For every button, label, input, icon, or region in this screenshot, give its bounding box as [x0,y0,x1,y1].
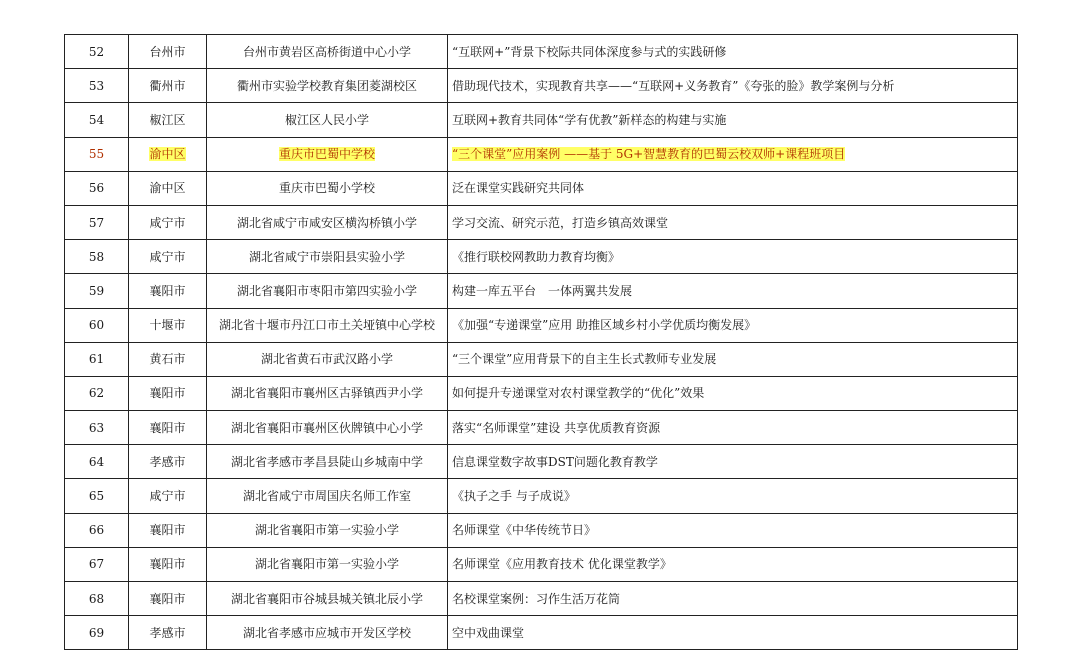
row-number-cell [65,445,129,479]
region-cell [129,376,207,410]
region-cell [129,308,207,342]
case-title-text: 学习交流、研究示范，打造乡镇高效课堂 [452,215,669,230]
school-cell [207,411,448,445]
case-title-cell [448,513,1018,547]
row-number-text: 66 [88,523,105,538]
region-cell [129,547,207,581]
school-text: 湖北省襄阳市襄州区古驿镇西尹小学 [230,386,423,401]
region-cell [129,35,207,69]
row-number-cell [65,103,129,137]
region-cell [129,582,207,616]
region-cell [129,513,207,547]
school-text: 台州市黄岩区高桥街道中心小学 [242,44,411,59]
case-title-text: 信息课堂数字故事DST问题化教育教学 [452,454,658,469]
case-title-text: 构建一库五平台 一体两翼共发展 [452,283,633,298]
school-text: 重庆市巴蜀小学校 [278,181,375,196]
table-row [65,479,1018,513]
school-text: 湖北省十堰市丹江口市土关垭镇中心学校 [218,318,435,333]
row-number-text: 63 [88,420,105,435]
case-title-text: 泛在课堂实践研究共同体 [452,181,585,196]
school-text: 湖北省孝感市应城市开发区学校 [242,625,411,640]
school-text: 椒江区人民小学 [284,112,369,127]
case-title-text: 如何提升专递课堂对农村课堂教学的“优化”效果 [452,386,705,401]
school-text: 湖北省襄阳市谷城县城关镇北辰小学 [230,591,423,606]
school-cell [207,137,448,171]
row-number-cell [65,616,129,650]
region-text: 孝感市 [149,454,186,469]
region-text: 渝中区 [149,181,186,196]
region-text: 襄阳市 [149,523,186,538]
row-number-cell [65,547,129,581]
region-text: 咸宁市 [149,249,186,264]
case-title-text: 《加强“专递课堂”应用 助推区域乡村小学优质均衡发展》 [452,318,757,333]
row-number-cell [65,513,129,547]
region-cell [129,616,207,650]
table-row [65,616,1018,650]
case-title-cell [448,240,1018,274]
region-cell [129,69,207,103]
region-text: 襄阳市 [149,283,186,298]
table-row [65,376,1018,410]
school-text: 湖北省咸宁市崇阳县实验小学 [248,249,405,264]
case-title-cell [448,342,1018,376]
case-title-text: 空中戏曲课堂 [452,625,525,640]
case-title-text: 《执子之手 与子成说》 [452,489,576,504]
case-title-cell [448,547,1018,581]
table-row [65,35,1018,69]
row-number-text: 60 [88,318,105,333]
row-number-cell [65,582,129,616]
row-number-text: 62 [88,386,105,401]
row-number-cell [65,342,129,376]
table-row [65,445,1018,479]
region-text: 黄石市 [149,352,186,367]
school-cell [207,274,448,308]
region-cell [129,171,207,205]
row-number-cell [65,479,129,513]
row-number-text: 56 [88,181,105,196]
row-number-text: 61 [88,352,105,367]
row-number-text: 58 [88,249,105,264]
case-title-cell [448,137,1018,171]
row-number-cell [65,205,129,239]
case-title-cell [448,445,1018,479]
region-cell [129,240,207,274]
row-number-text: 69 [88,625,105,640]
table-row [65,411,1018,445]
school-text: 衢州市实验学校教育集团菱湖校区 [236,78,417,93]
region-text: 衢州市 [149,78,186,93]
school-cell [207,547,448,581]
region-cell [129,445,207,479]
row-number-cell [65,308,129,342]
case-title-cell [448,582,1018,616]
case-title-text: 借助现代技术，实现教育共享——“互联网+义务教育”《夸张的脸》教学案例与分析 [452,78,895,93]
school-text: 湖北省襄阳市第一实验小学 [254,557,399,572]
row-number-cell [65,35,129,69]
case-title-text: 《推行联校网教助力教育均衡》 [452,249,621,264]
school-text: 湖北省咸宁市周国庆名师工作室 [242,489,411,504]
row-number-cell [65,411,129,445]
school-text: 湖北省孝感市孝昌县陡山乡城南中学 [230,454,423,469]
region-text: 襄阳市 [149,420,186,435]
table-row [65,582,1018,616]
case-title-cell [448,616,1018,650]
case-title-cell [448,35,1018,69]
row-number-text: 52 [88,44,105,59]
region-text: 咸宁市 [149,215,186,230]
school-cell [207,479,448,513]
row-number-text: 57 [88,215,105,230]
region-cell [129,274,207,308]
table-row [65,513,1018,547]
case-title-cell [448,479,1018,513]
region-cell [129,205,207,239]
case-title-text: 名师课堂《应用教育技术 优化课堂教学》 [452,557,672,572]
region-text: 襄阳市 [149,557,186,572]
case-title-cell [448,308,1018,342]
row-number-cell [65,69,129,103]
school-text: 重庆市巴蜀中学校 [278,147,375,162]
region-cell [129,103,207,137]
table-row [65,240,1018,274]
region-cell [129,411,207,445]
school-cell [207,35,448,69]
school-cell [207,513,448,547]
table-row [65,103,1018,137]
case-title-cell [448,376,1018,410]
row-number-cell [65,240,129,274]
school-cell [207,616,448,650]
region-text: 椒江区 [149,112,186,127]
case-title-cell [448,171,1018,205]
case-title-text: 名校课堂案例：习作生活万花筒 [452,591,621,606]
school-cell [207,342,448,376]
row-number-text: 54 [88,112,105,127]
school-cell [207,69,448,103]
case-title-text: “三个课堂”应用背景下的自主生长式教师专业发展 [452,352,717,367]
case-title-cell [448,69,1018,103]
school-cell [207,103,448,137]
region-text: 孝感市 [149,625,186,640]
case-title-cell [448,411,1018,445]
region-cell [129,137,207,171]
school-cell [207,205,448,239]
table-row [65,69,1018,103]
row-number-text: 65 [88,489,105,504]
region-cell [129,479,207,513]
school-cell [207,308,448,342]
table-row [65,171,1018,205]
table-row [65,342,1018,376]
table-row [65,205,1018,239]
school-text: 湖北省襄阳市襄州区伙牌镇中心小学 [230,420,423,435]
school-text: 湖北省襄阳市第一实验小学 [254,523,399,538]
row-number-text: 53 [88,78,105,93]
region-text: 台州市 [149,44,186,59]
row-number-text: 59 [88,283,105,298]
row-number-cell [65,274,129,308]
row-number-text: 64 [88,454,105,469]
school-text: 湖北省襄阳市枣阳市第四实验小学 [236,283,417,298]
region-text: 襄阳市 [149,386,186,401]
table-body [65,35,1018,650]
region-text: 咸宁市 [149,489,186,504]
school-cell [207,445,448,479]
region-cell [129,342,207,376]
case-title-text: 落实“名师课堂”建设 共享优质教育资源 [452,420,661,435]
case-title-cell [448,103,1018,137]
case-list-table [64,34,1018,650]
region-text: 十堰市 [149,318,186,333]
case-title-text: “三个课堂”应用案例 ——基于 5G+智慧教育的巴蜀云校双师+课程班项目 [452,147,846,162]
row-number-cell [65,376,129,410]
school-cell [207,171,448,205]
case-title-text: “互联网+”背景下校际共同体深度参与式的实践研修 [452,44,727,59]
row-number-text: 67 [88,557,105,572]
school-cell [207,240,448,274]
table-row [65,274,1018,308]
table-row [65,308,1018,342]
row-number-cell [65,137,129,171]
case-title-cell [448,274,1018,308]
row-number-text: 55 [88,147,105,162]
school-cell [207,376,448,410]
school-text: 湖北省咸宁市咸安区横沟桥镇小学 [236,215,417,230]
case-title-text: 互联网+教育共同体“学有优教”新样态的构建与实施 [452,112,727,127]
row-number-cell [65,171,129,205]
row-number-text: 68 [88,591,105,606]
school-text: 湖北省黄石市武汉路小学 [260,352,393,367]
table-row [65,547,1018,581]
case-title-text: 名师课堂《中华传统节日》 [452,523,597,538]
table-row [65,137,1018,171]
region-text: 渝中区 [149,147,186,162]
school-cell [207,582,448,616]
region-text: 襄阳市 [149,591,186,606]
case-title-cell [448,205,1018,239]
